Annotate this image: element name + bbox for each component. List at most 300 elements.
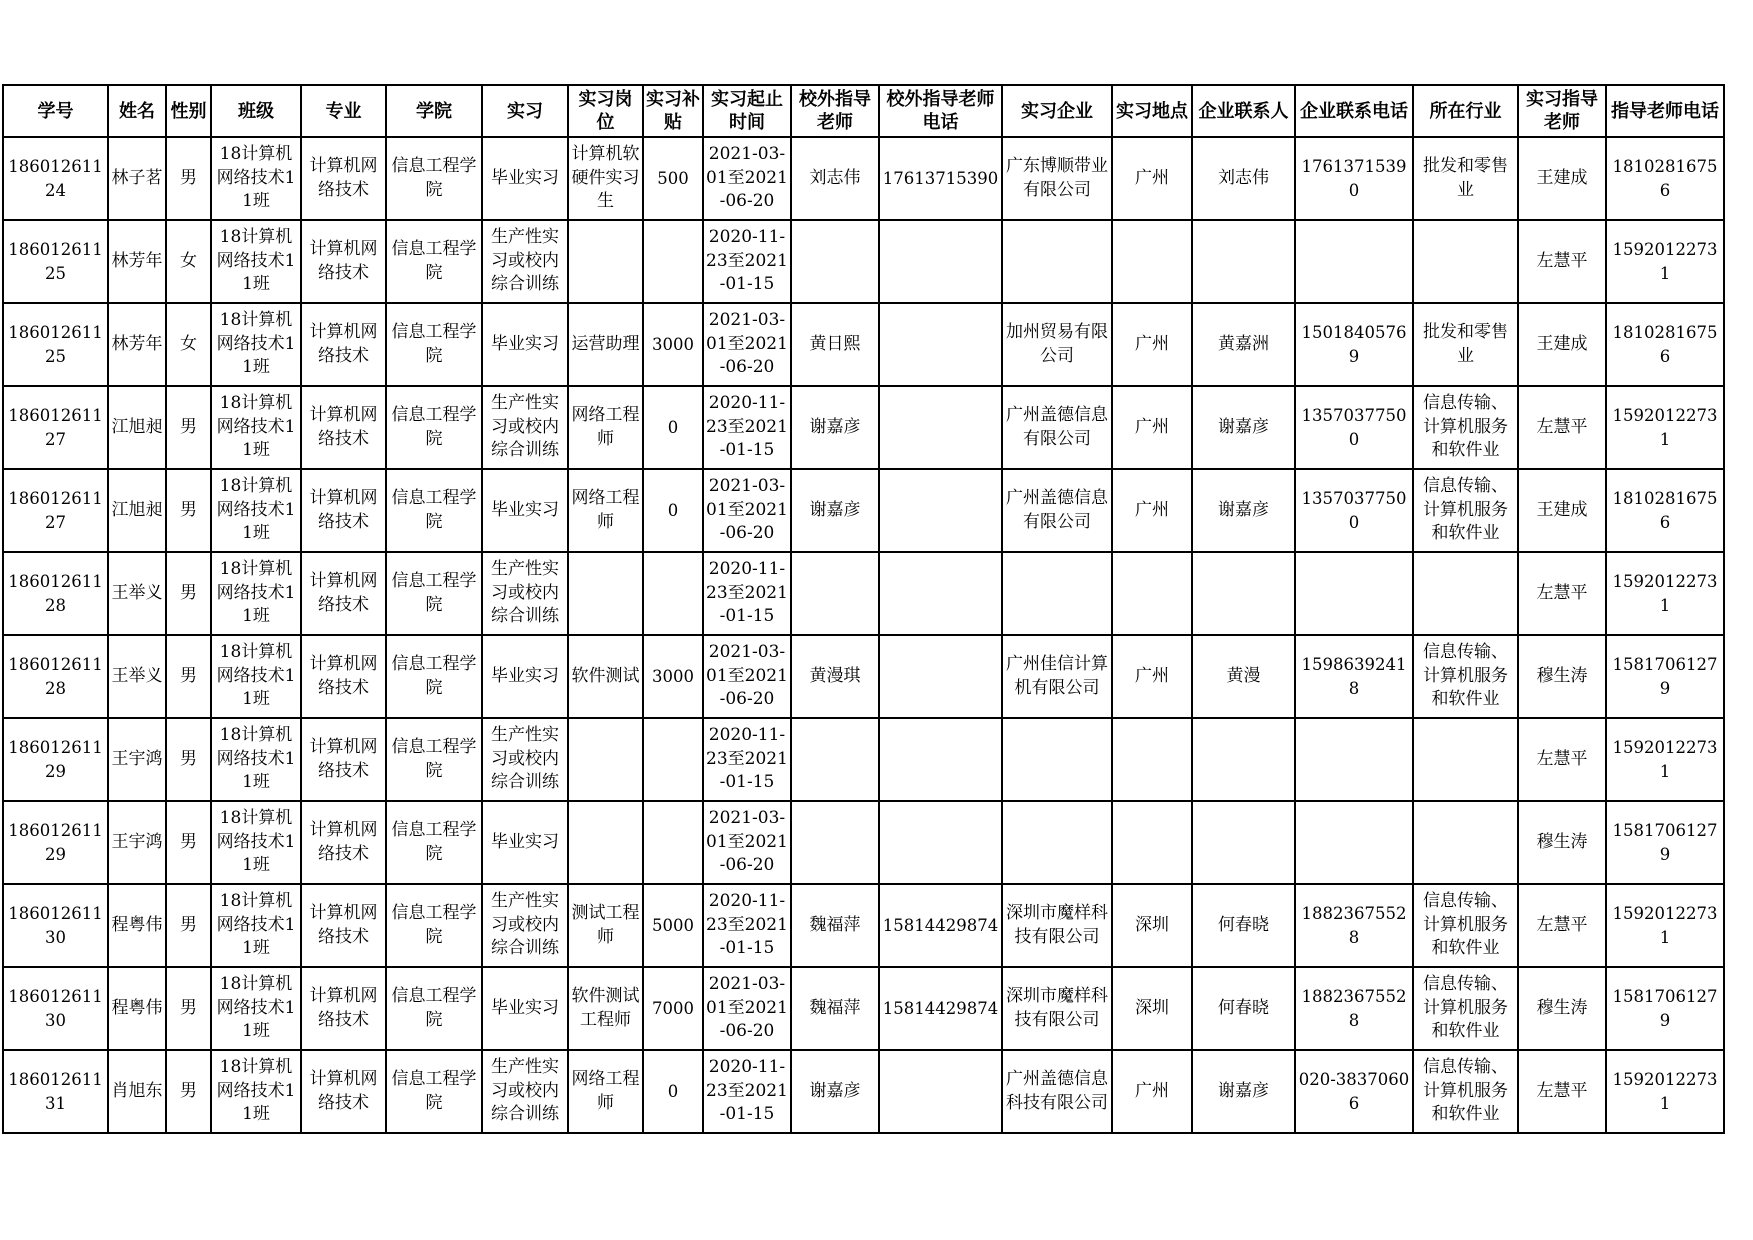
cell-company-contact [1192,303,1295,386]
cell-name [108,967,166,1050]
cell-position [568,303,643,386]
cell-text: 计算机网络技术 [309,571,378,615]
cell-company [1002,220,1112,303]
cell-advisor-phone [1606,386,1724,469]
cell-text: 5000 [652,915,694,935]
cell-external-advisor-phone [879,552,1002,635]
cell-text: 2020-11-23至2021-01-15 [706,891,788,959]
cell-location [1112,884,1192,967]
cell-internship-type [482,303,568,386]
cell-text: 王建成 [1536,499,1588,520]
cell-student-id [3,801,108,884]
cell-internship-advisor [1518,884,1606,967]
cell-company-phone [1295,1050,1413,1133]
cell-text: 左慧平 [1536,416,1588,437]
cell-text: 黄日熙 [809,333,861,354]
cell-text: 18计算机网络技术11班 [216,974,296,1042]
cell-text: 魏福萍 [809,914,861,935]
cell-text: 计算机网络技术 [309,903,378,947]
cell-company [1002,635,1112,718]
cell-position [568,718,643,801]
cell-external-advisor-phone [879,635,1002,718]
cell-text: 信息工程学院 [391,405,477,449]
cell-text: 18601261127 [8,489,103,532]
cell-text: 何春晓 [1218,997,1269,1018]
cell-text: 生产性实习或校内综合训练 [491,725,559,793]
cell-text: 2021-03-01至2021-06-20 [706,642,788,710]
cell-text: 18计算机网络技术11班 [216,725,296,793]
cell-major [301,137,386,220]
cell-location [1112,386,1192,469]
cell-subsidy [643,552,703,635]
table-row [3,303,1724,386]
cell-external-advisor-phone [879,884,1002,967]
cell-text: 0 [667,500,679,520]
cell-text: 王宇鸿 [111,831,163,852]
cell-student-id [3,718,108,801]
cell-text: 广州 [1135,1080,1169,1101]
cell-external-advisor [791,386,879,469]
cell-period [703,718,791,801]
cell-external-advisor [791,220,879,303]
cell-company [1002,718,1112,801]
cell-text: 刘志伟 [1218,167,1269,188]
cell-external-advisor [791,552,879,635]
cell-period [703,303,791,386]
cell-name [108,801,166,884]
header-company-phone: 企业联系电话 [1295,85,1413,137]
cell-name [108,718,166,801]
cell-internship-advisor [1518,801,1606,884]
cell-text: 18计算机网络技术11班 [216,1057,296,1125]
cell-text: 男 [180,416,197,437]
cell-name [108,137,166,220]
cell-internship-type [482,137,568,220]
table-row [3,552,1724,635]
cell-text: 广州 [1135,665,1169,686]
cell-text: 18601261127 [8,406,103,449]
cell-advisor-phone [1606,469,1724,552]
table-row [3,220,1724,303]
cell-subsidy [643,303,703,386]
cell-internship-type [482,469,568,552]
cell-text: 计算机软硬件实习生 [571,144,640,212]
header-major: 专业 [301,85,386,137]
cell-text: 18601261131 [8,1070,103,1113]
cell-text: 肖旭东 [111,1080,163,1101]
cell-text: 江旭昶 [111,416,163,437]
cell-text: 谢嘉彦 [809,416,861,437]
cell-text: 穆生涛 [1536,997,1588,1018]
cell-text: 信息传输、计算机服务和软件业 [1423,642,1508,710]
cell-company [1002,884,1112,967]
cell-internship-advisor [1518,635,1606,718]
cell-text: 批发和零售业 [1423,322,1508,366]
cell-text: 穆生涛 [1536,665,1588,686]
cell-text: 18823675528 [1301,904,1407,947]
cell-text: 王宇鸿 [111,748,163,769]
cell-text: 2021-03-01至2021-06-20 [706,476,788,544]
cell-text: 15920122731 [1612,904,1718,947]
cell-advisor-phone [1606,884,1724,967]
cell-text: 2020-11-23至2021-01-15 [706,1057,788,1125]
cell-external-advisor-phone [879,718,1002,801]
cell-text: 17613715390 [882,168,999,188]
cell-text: 500 [657,168,689,188]
cell-text: 信息工程学院 [391,903,477,947]
cell-location [1112,801,1192,884]
cell-text: 广州佳信计算机有限公司 [1006,654,1108,698]
cell-company [1002,303,1112,386]
cell-text: 15018405769 [1301,323,1407,366]
table-row [3,635,1724,718]
cell-text: 信息工程学院 [391,820,477,864]
cell-text: 17613715390 [1301,157,1407,200]
cell-text: 左慧平 [1536,582,1588,603]
cell-name [108,1050,166,1133]
cell-gender [166,220,211,303]
cell-period [703,1050,791,1133]
cell-text: 信息工程学院 [391,1069,477,1113]
cell-industry [1413,1050,1518,1133]
cell-text: 黄漫 [1226,665,1261,686]
cell-external-advisor [791,718,879,801]
cell-text: 网络工程师 [571,1069,640,1113]
cell-student-id [3,635,108,718]
cell-position [568,967,643,1050]
cell-college [386,386,482,469]
cell-external-advisor-phone [879,1050,1002,1133]
cell-advisor-phone [1606,303,1724,386]
cell-external-advisor-phone [879,469,1002,552]
cell-external-advisor-phone [879,967,1002,1050]
cell-gender [166,718,211,801]
cell-text: 15920122731 [1612,1070,1718,1113]
cell-subsidy [643,967,703,1050]
cell-internship-advisor [1518,137,1606,220]
cell-text: 15817061279 [1612,821,1718,864]
cell-text: 18计算机网络技术11班 [216,476,296,544]
cell-text: 毕业实习 [491,831,559,852]
cell-internship-advisor [1518,967,1606,1050]
cell-text: 15814429874 [882,998,999,1018]
cell-class [211,801,301,884]
cell-text: 信息传输、计算机服务和软件业 [1423,974,1508,1042]
table-row [3,884,1724,967]
cell-company-contact [1192,801,1295,884]
cell-internship-advisor [1518,1050,1606,1133]
cell-text: 运营助理 [571,333,640,354]
cell-text: 网络工程师 [571,488,640,532]
cell-college [386,469,482,552]
cell-text: 广州 [1135,167,1169,188]
cell-external-advisor [791,884,879,967]
cell-text: 7000 [652,998,694,1018]
cell-text: 15920122731 [1612,240,1718,283]
cell-period [703,220,791,303]
cell-gender [166,635,211,718]
cell-text: 15817061279 [1612,655,1718,698]
table-row [3,1050,1724,1133]
cell-text: 2021-03-01至2021-06-20 [706,144,788,212]
cell-text: 网络工程师 [571,405,640,449]
cell-text: 林芳年 [111,250,163,271]
cell-advisor-phone [1606,1050,1724,1133]
cell-class [211,718,301,801]
cell-text: 生产性实习或校内综合训练 [491,891,559,959]
cell-text: 2020-11-23至2021-01-15 [706,393,788,461]
cell-text: 毕业实习 [491,333,559,354]
cell-text: 18823675528 [1301,987,1407,1030]
table-row [3,386,1724,469]
cell-name [108,386,166,469]
cell-gender [166,884,211,967]
cell-class [211,386,301,469]
cell-period [703,552,791,635]
cell-external-advisor [791,967,879,1050]
cell-external-advisor [791,801,879,884]
cell-text: 18计算机网络技术11班 [216,310,296,378]
cell-text: 女 [180,250,197,271]
cell-text: 18601261128 [8,655,103,698]
cell-student-id [3,967,108,1050]
cell-text: 计算机网络技术 [309,156,378,200]
header-industry: 所在行业 [1413,85,1518,137]
cell-advisor-phone [1606,718,1724,801]
cell-text: 18601261125 [8,323,103,366]
cell-subsidy [643,137,703,220]
cell-period [703,469,791,552]
cell-class [211,303,301,386]
cell-text: 广州盖德信息有限公司 [1006,488,1108,532]
cell-internship-type [482,718,568,801]
cell-text: 女 [180,333,197,354]
cell-text: 18计算机网络技术11班 [216,144,296,212]
cell-text: 林芳年 [111,333,163,354]
cell-text: 谢嘉彦 [1218,416,1269,437]
cell-text: 0 [667,417,679,437]
cell-subsidy [643,1050,703,1133]
cell-company [1002,967,1112,1050]
cell-text: 黄嘉洲 [1218,333,1269,354]
cell-company-contact [1192,635,1295,718]
header-advisor-phone: 指导老师电话 [1606,85,1724,137]
cell-gender [166,1050,211,1133]
header-internship-type: 实习 [482,85,568,137]
cell-student-id [3,220,108,303]
cell-text: 计算机网络技术 [309,737,378,781]
cell-major [301,220,386,303]
cell-location [1112,552,1192,635]
header-college: 学院 [386,85,482,137]
cell-text: 18计算机网络技术11班 [216,393,296,461]
table-body [3,137,1724,1133]
table-row [3,967,1724,1050]
cell-internship-advisor [1518,386,1606,469]
header-external-advisor-phone: 校外指导老师电话 [879,85,1002,137]
cell-text: 15817061279 [1612,987,1718,1030]
cell-external-advisor-phone [879,386,1002,469]
cell-text: 2021-03-01至2021-06-20 [706,974,788,1042]
cell-text: 谢嘉彦 [809,1080,861,1101]
cell-class [211,1050,301,1133]
header-position: 实习岗位 [568,85,643,137]
cell-external-advisor-phone [879,137,1002,220]
cell-text: 广州 [1135,416,1169,437]
cell-text: 18601261129 [8,738,103,781]
header-row [3,85,1724,137]
cell-text: 信息工程学院 [391,239,477,283]
cell-industry [1413,552,1518,635]
cell-company-phone [1295,137,1413,220]
cell-major [301,386,386,469]
cell-subsidy [643,801,703,884]
cell-text: 王建成 [1536,167,1588,188]
cell-class [211,220,301,303]
cell-text: 广州 [1135,333,1169,354]
cell-external-advisor [791,303,879,386]
cell-text: 计算机网络技术 [309,986,378,1030]
cell-class [211,137,301,220]
cell-text: 计算机网络技术 [309,405,378,449]
cell-text: 魏福萍 [809,997,861,1018]
cell-industry [1413,220,1518,303]
cell-advisor-phone [1606,635,1724,718]
cell-company-phone [1295,801,1413,884]
cell-college [386,967,482,1050]
cell-position [568,635,643,718]
cell-company [1002,552,1112,635]
cell-text: 加州贸易有限公司 [1006,322,1108,366]
cell-gender [166,552,211,635]
cell-college [386,303,482,386]
cell-major [301,801,386,884]
cell-company-phone [1295,386,1413,469]
cell-text: 2021-03-01至2021-06-20 [706,310,788,378]
cell-industry [1413,303,1518,386]
cell-location [1112,137,1192,220]
cell-subsidy [643,635,703,718]
cell-period [703,884,791,967]
cell-period [703,137,791,220]
cell-industry [1413,967,1518,1050]
cell-text: 18601261125 [8,240,103,283]
cell-company-contact [1192,469,1295,552]
cell-text: 15986392418 [1301,655,1407,698]
cell-college [386,635,482,718]
cell-student-id [3,386,108,469]
cell-internship-type [482,884,568,967]
cell-major [301,718,386,801]
cell-position [568,220,643,303]
table-row [3,718,1724,801]
cell-college [386,718,482,801]
cell-text: 18计算机网络技术11班 [216,642,296,710]
cell-internship-advisor [1518,552,1606,635]
cell-text: 18601261129 [8,821,103,864]
cell-company-contact [1192,967,1295,1050]
cell-student-id [3,1050,108,1133]
cell-text: 生产性实习或校内综合训练 [491,393,559,461]
cell-text: 王举义 [111,582,163,603]
cell-college [386,1050,482,1133]
cell-company-contact [1192,137,1295,220]
cell-industry [1413,884,1518,967]
cell-gender [166,801,211,884]
cell-industry [1413,635,1518,718]
cell-text: 18102816756 [1612,489,1718,532]
cell-internship-type [482,220,568,303]
cell-internship-advisor [1518,220,1606,303]
cell-text: 男 [180,748,197,769]
cell-name [108,469,166,552]
cell-gender [166,967,211,1050]
cell-company [1002,137,1112,220]
cell-external-advisor-phone [879,303,1002,386]
cell-major [301,967,386,1050]
cell-company [1002,469,1112,552]
cell-student-id [3,137,108,220]
cell-position [568,137,643,220]
cell-external-advisor [791,1050,879,1133]
cell-text: 18计算机网络技术11班 [216,891,296,959]
cell-internship-type [482,801,568,884]
cell-text: 18601261124 [8,157,103,200]
cell-text: 谢嘉彦 [1218,499,1269,520]
cell-text: 计算机网络技术 [309,239,378,283]
cell-text: 测试工程师 [571,903,640,947]
cell-subsidy [643,469,703,552]
cell-text: 毕业实习 [491,665,559,686]
cell-text: 程粤伟 [111,914,163,935]
cell-company [1002,801,1112,884]
cell-subsidy [643,386,703,469]
cell-industry [1413,469,1518,552]
cell-company [1002,386,1112,469]
cell-class [211,469,301,552]
cell-company-contact [1192,1050,1295,1133]
cell-text: 3000 [652,666,694,686]
cell-major [301,469,386,552]
cell-industry [1413,137,1518,220]
cell-text: 3000 [652,334,694,354]
cell-company-phone [1295,884,1413,967]
cell-company-contact [1192,718,1295,801]
cell-text: 13570377500 [1301,489,1407,532]
cell-location [1112,303,1192,386]
cell-text: 男 [180,997,197,1018]
cell-text: 批发和零售业 [1423,156,1508,200]
cell-text: 信息传输、计算机服务和软件业 [1423,891,1508,959]
cell-text: 江旭昶 [111,499,163,520]
cell-text: 左慧平 [1536,250,1588,271]
cell-text: 计算机网络技术 [309,488,378,532]
cell-text: 谢嘉彦 [1218,1080,1269,1101]
cell-text: 林子茗 [111,167,163,188]
cell-industry [1413,801,1518,884]
cell-text: 左慧平 [1536,1080,1588,1101]
cell-text: 毕业实习 [491,499,559,520]
cell-text: 何春晓 [1218,914,1269,935]
header-company: 实习企业 [1002,85,1112,137]
cell-subsidy [643,220,703,303]
cell-text: 王建成 [1536,333,1588,354]
cell-text: 15920122731 [1612,406,1718,449]
cell-text: 男 [180,831,197,852]
cell-name [108,635,166,718]
cell-company-contact [1192,884,1295,967]
internship-table [2,84,1725,1134]
